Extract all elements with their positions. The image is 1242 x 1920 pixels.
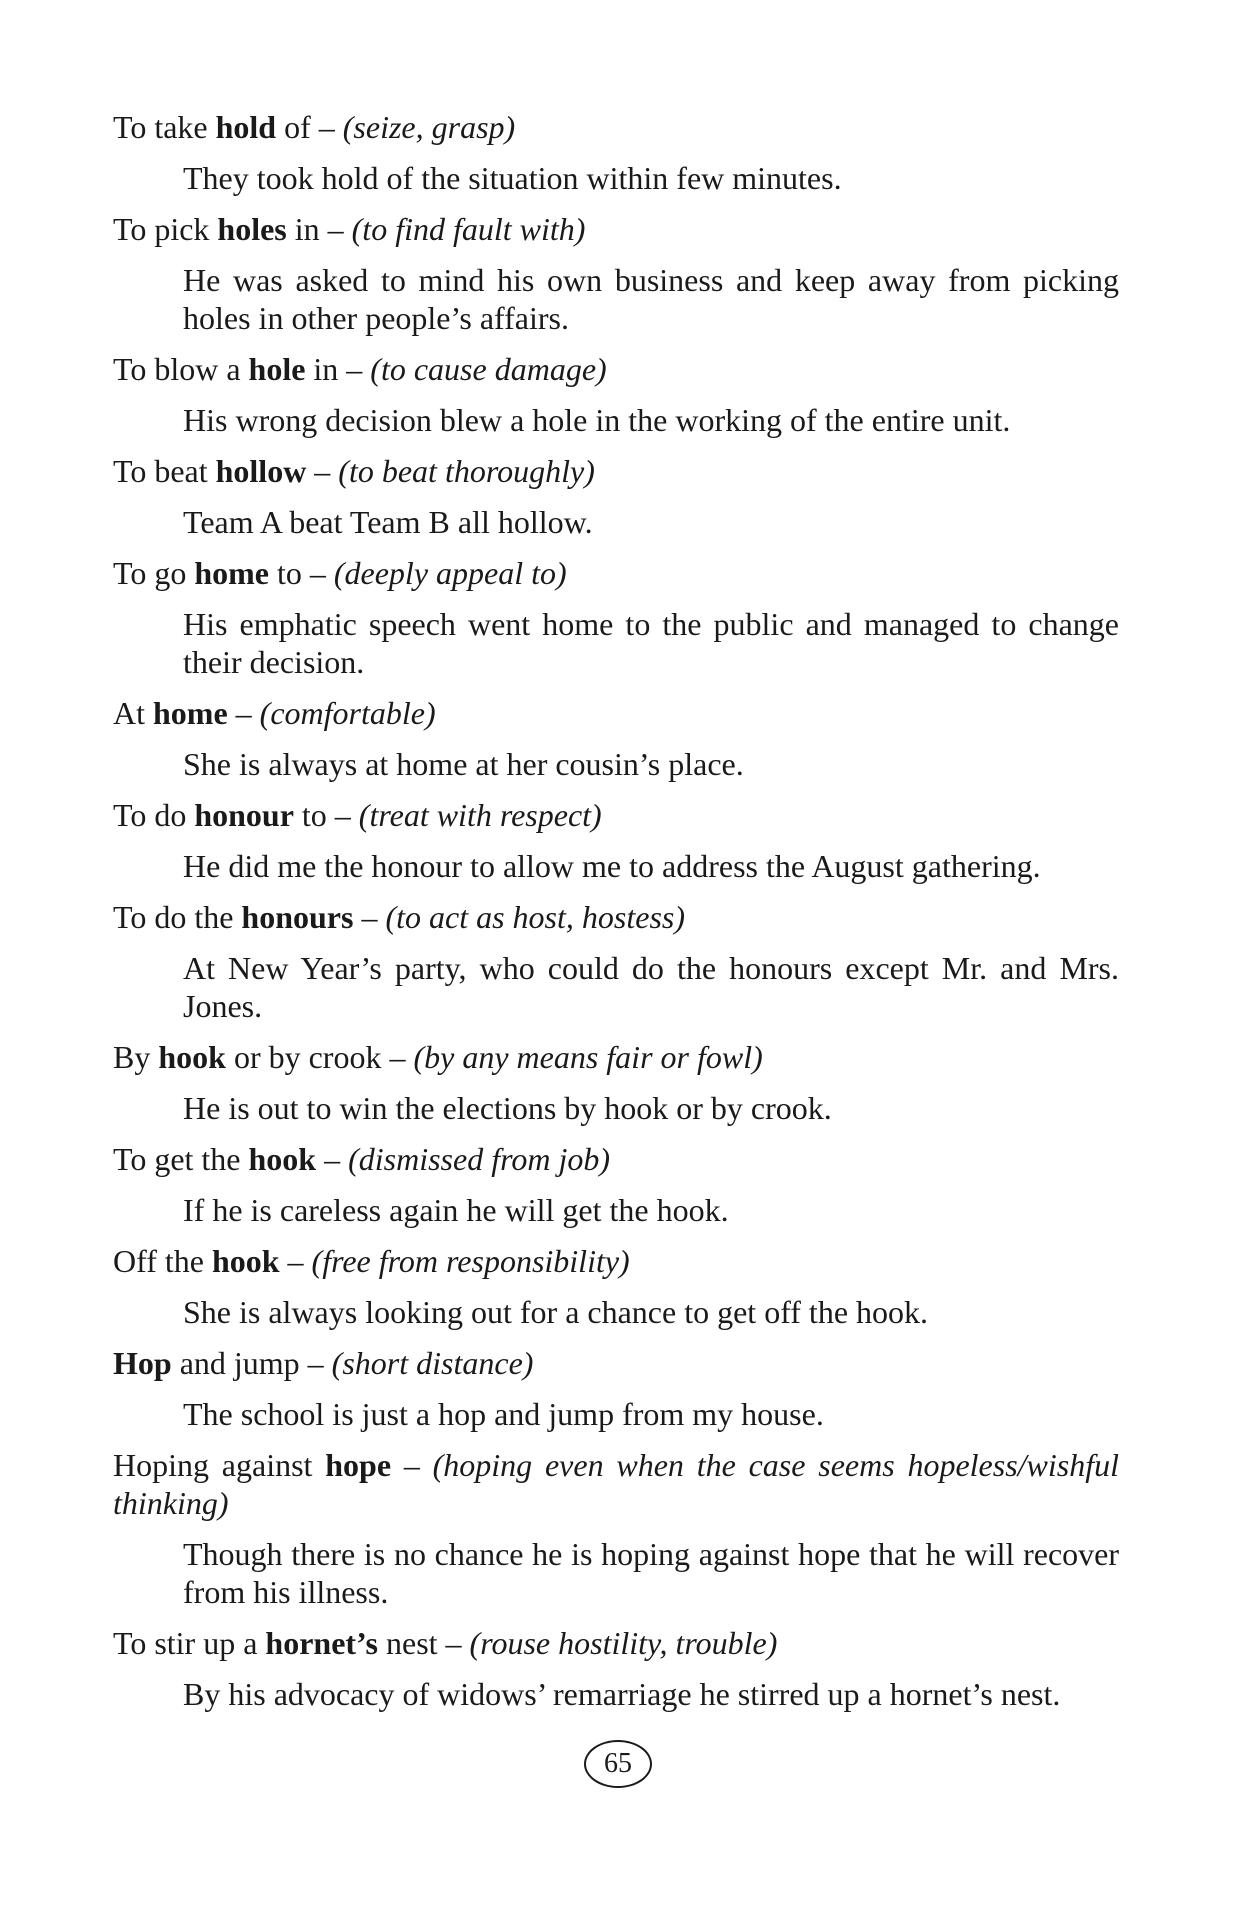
idiom-meaning: (to cause damage) (370, 351, 607, 387)
idiom-heading (113, 898, 1119, 936)
idiom-example: He did me the honour to allow me to address the August gathering. (183, 848, 1041, 884)
idiom-heading (113, 452, 1119, 490)
idiom-prefix: At (113, 695, 153, 731)
idiom-heading (113, 1446, 1119, 1522)
idiom-prefix: To blow a (113, 351, 249, 387)
idiom-example: He is out to win the elections by hook or by crook. (183, 1090, 832, 1126)
idiom-example: At New Year’s party, who could do the honours except Mr. and Mrs. Jones. (183, 950, 1119, 1024)
idiom-entry (113, 1344, 1119, 1433)
idiom-heading (113, 108, 1119, 146)
idiom-meaning: (hoping even when the case seems hopeless/wishful thinking) (113, 1447, 1120, 1521)
idiom-prefix: To take (113, 109, 216, 145)
idiom-meaning: (to act as host, hostess) (385, 899, 685, 935)
idiom-example: They took hold of the situation within few minutes. (183, 160, 842, 196)
idiom-entry (113, 1140, 1119, 1229)
idiom-entry (113, 1038, 1119, 1127)
idiom-entry (113, 796, 1119, 885)
idiom-heading (113, 694, 1119, 732)
idiom-meaning: (dismissed from job) (348, 1141, 611, 1177)
idiom-entry (113, 898, 1119, 1025)
idiom-keyword: honour (194, 797, 294, 833)
idiom-suffix: – (279, 1243, 312, 1279)
idiom-meaning: (to beat thoroughly) (338, 453, 595, 489)
idiom-heading (113, 796, 1119, 834)
idiom-keyword: holes (217, 211, 287, 247)
idiom-prefix: To get the (113, 1141, 249, 1177)
idiom-example: If he is careless again he will get the hook. (183, 1192, 729, 1228)
idiom-meaning: (rouse hostility, trouble) (469, 1625, 778, 1661)
idiom-meaning: (to find fault with) (351, 211, 586, 247)
idiom-prefix: To pick (113, 211, 218, 247)
idiom-meaning: (free from responsibility) (311, 1243, 630, 1279)
idiom-entry (113, 350, 1119, 439)
idiom-entry (113, 210, 1119, 337)
idiom-suffix: in – (305, 351, 371, 387)
idiom-heading (113, 1242, 1119, 1280)
idiom-keyword: hook (211, 1243, 280, 1279)
idiom-prefix: Hoping against (113, 1447, 326, 1483)
idiom-meaning: (deeply appeal to) (333, 555, 567, 591)
idiom-prefix: By (113, 1039, 159, 1075)
idiom-heading (113, 1140, 1119, 1178)
idiom-example: His emphatic speech went home to the public and managed to change their decision. (183, 606, 1119, 680)
idiom-suffix: to – (293, 797, 359, 833)
idiom-example: The school is just a hop and jump from my house. (183, 1396, 824, 1432)
idiom-suffix: of – (276, 109, 343, 145)
idiom-suffix: in – (286, 211, 352, 247)
idiom-entry (113, 694, 1119, 783)
idiom-entry (113, 1242, 1119, 1331)
idiom-meaning: (treat with respect) (358, 797, 602, 833)
idiom-entry (113, 1624, 1119, 1713)
idiom-keyword: home (194, 555, 269, 591)
idiom-prefix: To go (113, 555, 195, 591)
idiom-suffix: – (227, 695, 260, 731)
idiom-example: She is always looking out for a chance to get off the hook. (183, 1294, 929, 1330)
dictionary-page (113, 108, 1119, 1726)
idiom-suffix: – (306, 453, 339, 489)
idiom-keyword: home (153, 695, 228, 731)
idiom-keyword: hollow (215, 453, 307, 489)
idiom-example: His wrong decision blew a hole in the working of the entire unit. (183, 402, 1011, 438)
idiom-suffix: nest – (377, 1625, 470, 1661)
idiom-meaning: (short distance) (331, 1345, 534, 1381)
idiom-entry (113, 108, 1119, 197)
idiom-example: By his advocacy of widows’ remarriage he stirred up a hornet’s nest. (183, 1676, 1061, 1712)
idiom-heading (113, 210, 1119, 248)
idiom-suffix: – (353, 899, 386, 935)
idiom-keyword: hold (215, 109, 277, 145)
idiom-suffix: or by crook – (225, 1039, 414, 1075)
idiom-prefix: To beat (113, 453, 216, 489)
idiom-suffix: – (391, 1447, 433, 1483)
idiom-entry (113, 554, 1119, 681)
idiom-keyword: hope (325, 1447, 392, 1483)
idiom-prefix: To stir up a (113, 1625, 266, 1661)
idiom-entry (113, 1446, 1119, 1611)
idiom-example: Though there is no chance he is hoping against hope that he will recover from his illness. (183, 1536, 1119, 1610)
idiom-keyword: honours (241, 899, 354, 935)
idiom-heading (113, 1624, 1119, 1662)
idiom-example: Team A beat Team B all hollow. (183, 504, 593, 540)
idiom-keyword: hole (248, 351, 306, 387)
idiom-example: He was asked to mind his own business and keep away from picking holes in other people’s affairs. (183, 262, 1119, 336)
idiom-suffix: and jump – (171, 1345, 332, 1381)
idiom-entry (113, 452, 1119, 541)
idiom-keyword: hook (248, 1141, 317, 1177)
idiom-example: She is always at home at her cousin’s place. (183, 746, 744, 782)
idiom-meaning: (comfortable) (259, 695, 436, 731)
idiom-heading (113, 554, 1119, 592)
page-number: 65 (584, 1740, 652, 1788)
idiom-heading (113, 350, 1119, 388)
idiom-meaning: (by any means fair or fowl) (413, 1039, 763, 1075)
idiom-keyword: hook (158, 1039, 226, 1075)
idiom-prefix: Off the (113, 1243, 212, 1279)
idiom-keyword: hornet’s (265, 1625, 378, 1661)
idiom-meaning: (seize, grasp) (342, 109, 516, 145)
idiom-prefix: To do the (113, 899, 242, 935)
idiom-heading (113, 1344, 1119, 1382)
idiom-heading (113, 1038, 1119, 1076)
idiom-suffix: – (316, 1141, 349, 1177)
idiom-keyword: Hop (113, 1345, 172, 1381)
idiom-suffix: to – (268, 555, 334, 591)
idiom-prefix: To do (113, 797, 195, 833)
